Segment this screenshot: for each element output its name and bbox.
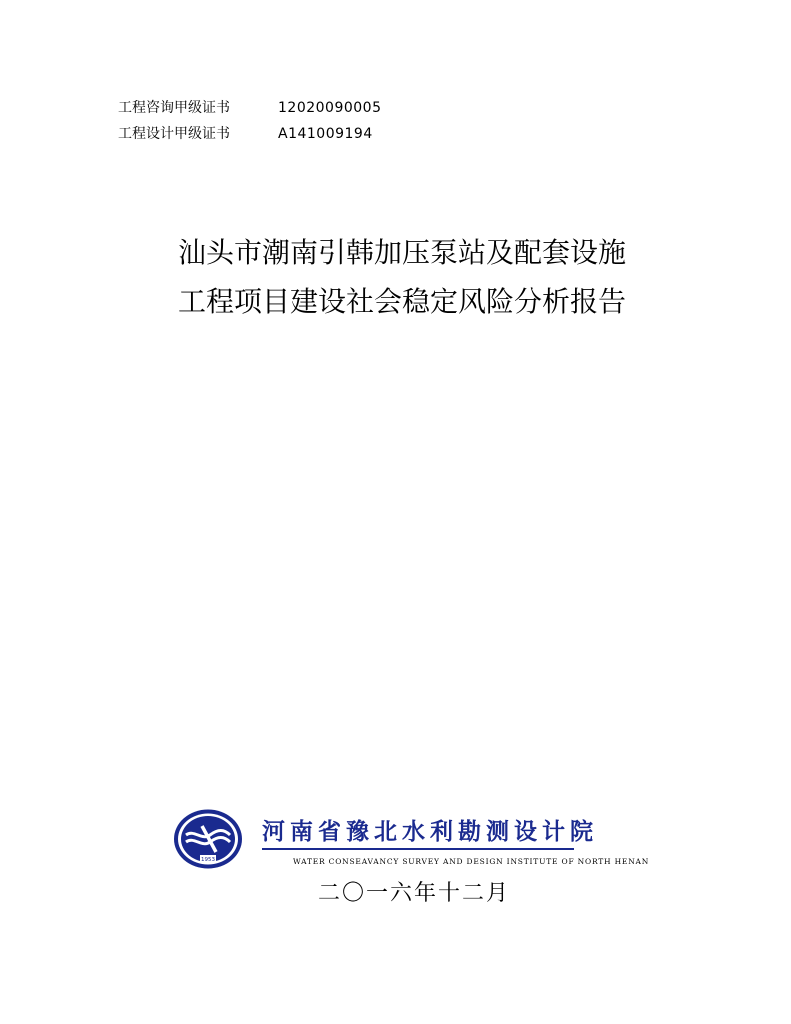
- certificate-label: 工程设计甲级证书: [118, 126, 230, 142]
- certificate-label: 工程咨询甲级证书: [118, 100, 230, 116]
- organization-name-english: WATER CONSEAVANCY SURVEY AND DESIGN INSTITUTE OF NORTH HENAN: [293, 857, 650, 866]
- report-date: 二〇一六年十二月: [318, 881, 511, 906]
- organization-underline: [262, 848, 574, 850]
- logo-year: 1953: [201, 857, 215, 863]
- organization-name: 河南省豫北水利勘测设计院: [262, 818, 598, 845]
- institute-logo-icon: [172, 808, 244, 870]
- certificate-design: [118, 125, 373, 143]
- document-title-line-2: 工程项目建设社会稳定风险分析报告: [178, 285, 627, 318]
- document-title-line-1: 汕头市潮南引韩加压泵站及配套设施: [178, 236, 627, 269]
- certificate-consulting: [118, 99, 381, 117]
- certificate-number: 12020090005: [278, 100, 382, 116]
- certificate-number: A141009194: [278, 126, 373, 142]
